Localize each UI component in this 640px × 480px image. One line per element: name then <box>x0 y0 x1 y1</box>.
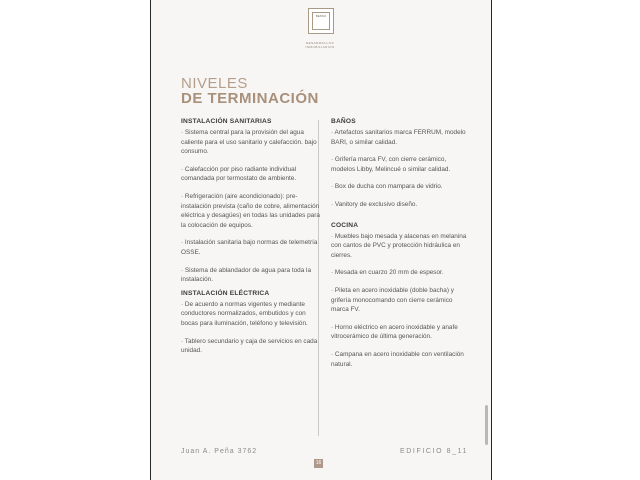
section-title-electrica: INSTALACIÓN ELÉCTRICA <box>181 289 270 297</box>
list-item: · Tablero secundario y caja de servicios en cada unidad. <box>181 337 318 355</box>
section-title-banos: BAÑOS <box>331 118 356 125</box>
list-item: · Refrigeración (aire acondicionado): pre-instalación prevista (caño de cobre, alimentación eléctrica y desagües) en todas las unidades para la colocación de equipos. <box>181 192 320 229</box>
list-item: · Artefactos sanitarios marca FERRUM, modelo BARI, o similar calidad. <box>331 129 466 146</box>
footer-building: EDIFICIO 8_11 <box>400 448 469 455</box>
logo <box>308 8 334 34</box>
list-item: · Horno eléctrico en acero inoxidable y anafe vitrocerámico de última generación. <box>331 323 458 341</box>
page-number: 16 <box>315 460 322 466</box>
list-item: · Calefacción por piso radiante individual comandada por termostato de ambiente. <box>181 165 297 183</box>
list-item: · Box de ducha con mampara de vidrio. <box>331 183 443 191</box>
logo-tagline: DESARROLLOS INMOBILIARIOS <box>305 41 335 49</box>
left-column <box>181 118 321 364</box>
list-item: · Muebles bajo mesada y alacenas en melanina con cantos de PVC y protección hidráulica en cierres. <box>331 232 467 259</box>
footer-address: Juan A. Peña 3762 <box>181 448 258 455</box>
list-item: · Sistema central para la provisión del agua caliente para el uso sanitario y calefacción. bajo consumo. <box>181 129 317 156</box>
list-item: · Pileta en acero inoxidable (doble bacha) y grifería monocomando con cierre cerámico marca FV. <box>331 286 454 314</box>
section-title-sanitarias: INSTALACIÓN SANITARIAS <box>181 118 272 125</box>
section-title-cocina: COCINA <box>331 221 359 229</box>
list-item: · Grifería marca FV, con cierre cerámico, modelos Libby, Melincué o similar calidad. <box>331 156 451 173</box>
list-item: · Vanitory de exclusivo diseño. <box>331 200 418 208</box>
scrollbar-thumb[interactable] <box>485 405 488 445</box>
list-item: · De acuerdo a normas vigentes y mediante conductores normalizados, embutidos y con bocas para iluminación, teléfono y televisión. <box>181 300 308 327</box>
page-title-line1: NIVELES <box>181 75 248 92</box>
logo-mark: BENSO <box>312 12 330 30</box>
page-title-line2: DE TERMINACIÓN <box>181 90 319 107</box>
list-item: · Campana en acero inoxidable con ventilación natural. <box>331 350 464 368</box>
list-item: · Sistema de ablandador de agua para toda la instalación. <box>181 266 312 284</box>
right-column <box>331 118 471 377</box>
list-item: · Instalación sanitaria bajo normas de telemetría OSSE. <box>181 239 318 256</box>
list-item: · Mesada en cuarzo 20 mm de espesor. <box>331 269 444 277</box>
